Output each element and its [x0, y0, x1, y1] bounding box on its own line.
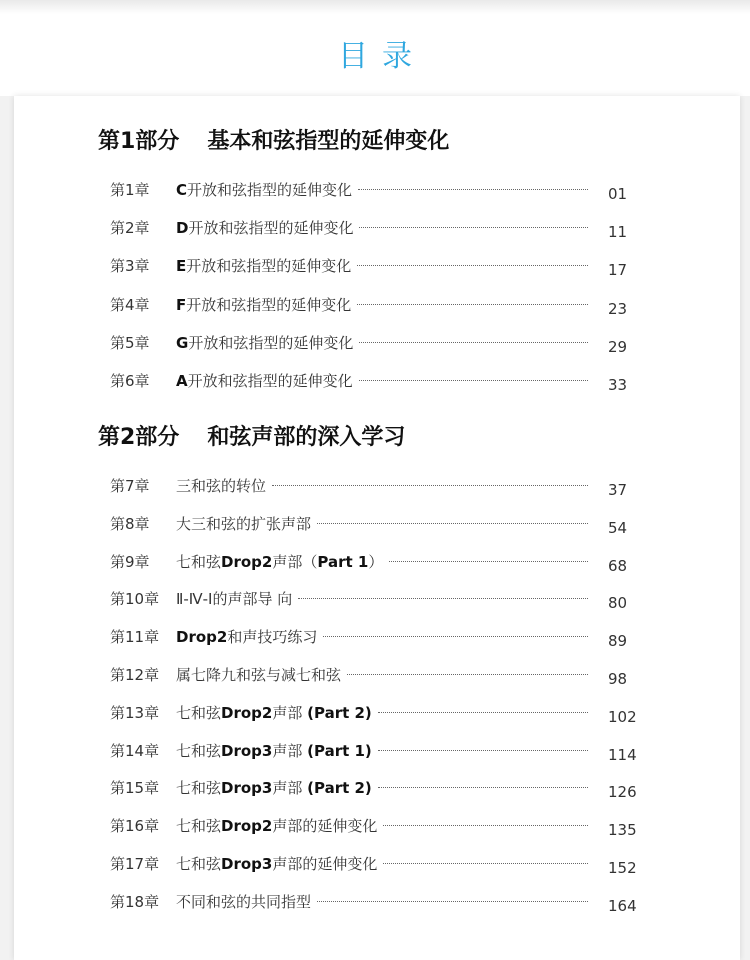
page-number: 33: [608, 376, 628, 394]
chapter-title-segment: 声部的延伸变化: [272, 817, 378, 836]
chapter-title: [176, 701, 372, 725]
toc-row[interactable]: [110, 587, 640, 611]
chapter-number: 第13章: [110, 703, 160, 722]
dot-leader: [378, 712, 588, 713]
page-number: 37: [608, 481, 628, 499]
page-number: 01: [608, 185, 628, 203]
chapter-title: [176, 776, 372, 800]
chapter-title-bold-segment: F: [176, 295, 187, 314]
chapter-title-segment: 开放和弦指型的延伸变化: [186, 257, 352, 276]
part-heading[interactable]: [98, 128, 449, 156]
chapter-title-bold-segment: Drop3: [221, 855, 273, 873]
dot-leader: [359, 342, 588, 343]
toc-row[interactable]: [110, 216, 640, 240]
chapter-title-segment: 声部（: [272, 552, 318, 571]
chapter-title: [176, 814, 377, 838]
dot-leader: [357, 265, 588, 266]
chapter-title-segment: 开放和弦指型的延伸变化: [186, 295, 352, 314]
toc-row[interactable]: [110, 852, 640, 876]
page-number: 89: [608, 632, 628, 651]
toc-row[interactable]: [110, 814, 640, 838]
chapter-title-segment: 七和弦: [176, 703, 222, 722]
toc-row[interactable]: [110, 890, 640, 914]
page-number: 152: [608, 859, 637, 877]
chapter-title-segment: 开放和弦指型的延伸变化: [187, 181, 353, 199]
chapter-number: 第1章: [110, 181, 150, 199]
dot-leader: [378, 750, 588, 751]
chapter-number: 第3章: [110, 257, 150, 276]
chapter-number: 第17章: [110, 855, 160, 873]
chapter-title-segment: 七和弦: [176, 817, 222, 836]
chapter-title-segment: 和声技巧练习: [227, 628, 318, 647]
part-title: 和弦声部的深入学习: [207, 425, 406, 450]
chapter-title: [176, 625, 317, 649]
chapter-title-segment: 三和弦的转位: [176, 477, 267, 495]
chapter-title-segment: Ⅱ-Ⅳ-Ⅰ的声部导 向: [176, 590, 293, 609]
toc-row[interactable]: [110, 178, 640, 202]
page-number: 135: [608, 821, 637, 840]
page-number: 98: [608, 670, 628, 688]
chapter-number: 第14章: [110, 741, 160, 760]
chapter-title-bold-segment: A: [176, 372, 188, 390]
chapter-title-segment: 七和弦: [176, 741, 222, 760]
chapter-title-segment: 七和弦: [176, 779, 222, 798]
chapter-title-segment: 七和弦: [176, 552, 222, 571]
chapter-number: 第15章: [110, 779, 160, 798]
page-title: 目录: [338, 39, 426, 74]
toc-row[interactable]: [110, 776, 640, 800]
page-number: 11: [608, 223, 628, 242]
toc-row[interactable]: [110, 663, 640, 687]
chapter-title-segment: 开放和弦指型的延伸变化: [187, 372, 353, 390]
chapter-number: 第18章: [110, 892, 160, 911]
chapter-title-bold-segment: Drop3: [221, 741, 273, 760]
chapter-number: 第12章: [110, 666, 160, 684]
toc-row[interactable]: [110, 739, 640, 763]
page-number: 126: [608, 783, 637, 802]
toc-row[interactable]: [110, 512, 640, 536]
chapter-title: [176, 216, 353, 240]
dot-leader: [383, 825, 588, 826]
page-number: 102: [608, 707, 637, 726]
chapter-number: 第4章: [110, 295, 150, 314]
toc-row[interactable]: [110, 550, 640, 574]
chapter-title: [176, 890, 311, 914]
chapter-title-segment: 声部: [272, 779, 308, 798]
toc-row[interactable]: [110, 331, 640, 355]
dot-leader: [359, 227, 588, 228]
part-heading[interactable]: [98, 424, 405, 452]
chapter-title-bold-segment: Part 1: [317, 552, 369, 571]
toc-row[interactable]: [110, 369, 640, 393]
chapter-title: [176, 474, 266, 498]
chapter-title: [176, 178, 352, 202]
chapter-title-bold-segment: Drop2: [176, 628, 228, 647]
dot-leader: [347, 674, 588, 675]
toc-row[interactable]: [110, 625, 640, 649]
chapter-title-segment: 开放和弦指型的延伸变化: [188, 333, 354, 352]
chapter-title: [176, 550, 383, 574]
chapter-title-segment: 大三和弦的扩张声部: [176, 514, 312, 533]
chapter-title-segment: 声部的延伸变化: [272, 855, 378, 873]
dot-leader: [357, 304, 588, 305]
page-number: 29: [608, 337, 628, 356]
toc-row[interactable]: [110, 254, 640, 278]
chapter-number: 第8章: [110, 514, 150, 533]
chapter-title-bold-segment: Drop3: [221, 779, 273, 798]
chapter-title: [176, 852, 377, 876]
chapter-title-segment: 声部: [272, 703, 308, 722]
chapter-title-segment: 开放和弦指型的延伸变化: [188, 219, 354, 238]
chapter-title-segment: ）: [368, 552, 384, 571]
part-number: 第1部分: [98, 129, 180, 154]
page-number: 164: [608, 896, 637, 915]
chapter-title-bold-segment: Drop2: [221, 817, 273, 836]
chapter-title-segment: 不同和弦的共同指型: [176, 892, 312, 911]
chapter-title-bold-segment: (Part 2): [307, 703, 372, 722]
chapter-title: [176, 293, 351, 317]
page-number: 17: [608, 261, 628, 280]
page-number: 80: [608, 594, 628, 613]
chapter-number: 第7章: [110, 477, 150, 495]
chapter-title-bold-segment: G: [176, 333, 189, 352]
toc-page: [14, 96, 740, 960]
chapter-title-bold-segment: (Part 2): [307, 779, 372, 798]
chapter-title: [176, 331, 353, 355]
dot-leader: [298, 598, 588, 599]
chapter-title-bold-segment: Drop2: [221, 552, 273, 571]
chapter-title-bold-segment: D: [176, 219, 189, 238]
chapter-title-segment: 七和弦: [176, 855, 222, 873]
chapter-title-bold-segment: C: [176, 181, 188, 199]
chapter-number: 第6章: [110, 372, 150, 390]
chapter-title: [176, 587, 292, 611]
chapter-number: 第2章: [110, 219, 150, 238]
chapter-title-segment: 属七降九和弦与减七和弦: [176, 666, 342, 684]
chapter-number: 第16章: [110, 817, 160, 836]
chapter-title: [176, 369, 353, 393]
chapter-title: [176, 739, 372, 763]
page-number: 54: [608, 518, 628, 537]
toc-row[interactable]: [110, 701, 640, 725]
dot-leader: [317, 523, 588, 524]
toc-row[interactable]: [110, 293, 640, 317]
chapter-title-bold-segment: Drop2: [221, 703, 273, 722]
dot-leader: [358, 189, 588, 190]
chapter-number: 第9章: [110, 552, 150, 571]
chapter-number: 第11章: [110, 628, 160, 647]
dot-leader: [317, 901, 588, 902]
dot-leader: [359, 380, 588, 381]
chapter-number: 第10章: [110, 590, 160, 609]
chapter-title: [176, 663, 341, 687]
part-number: 第2部分: [98, 425, 180, 450]
page-number: 23: [608, 299, 628, 318]
page-number: 68: [608, 556, 628, 575]
chapter-title: [176, 512, 311, 536]
chapter-title-segment: 声部: [272, 741, 308, 760]
chapter-title-bold-segment: (Part 1): [307, 741, 372, 760]
page-number: 114: [608, 745, 637, 764]
chapter-number: 第5章: [110, 333, 150, 352]
chapter-title-bold-segment: E: [176, 257, 187, 276]
part-title: 基本和弦指型的延伸变化: [207, 129, 450, 154]
chapter-title: [176, 254, 351, 278]
dot-leader: [323, 636, 588, 637]
dot-leader: [383, 863, 588, 864]
dot-leader: [272, 485, 588, 486]
dot-leader: [389, 561, 588, 562]
toc-row[interactable]: [110, 474, 640, 498]
dot-leader: [378, 787, 588, 788]
